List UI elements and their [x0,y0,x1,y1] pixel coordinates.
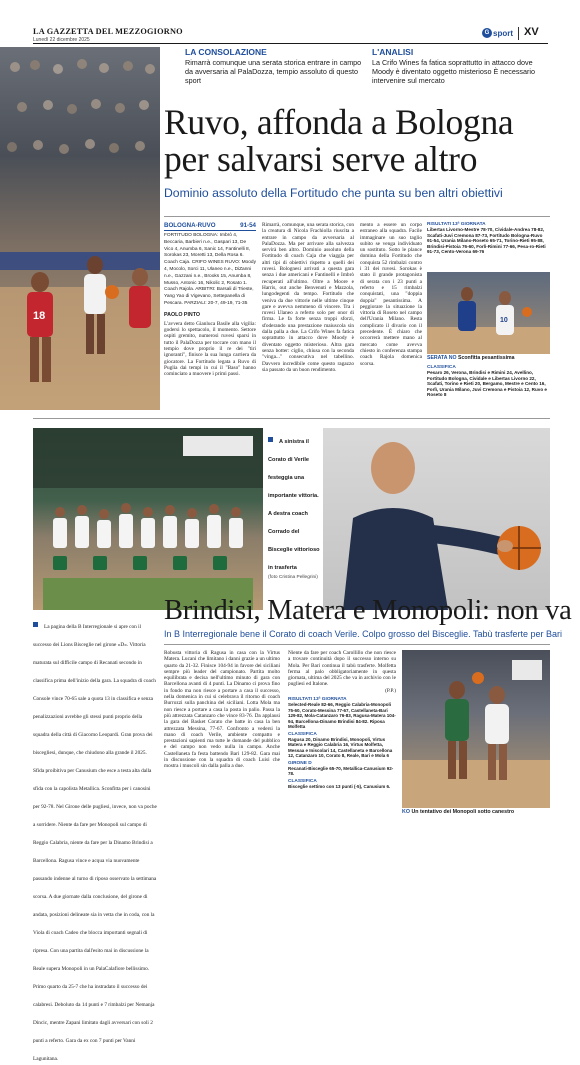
page-date: Lunedì 22 dicembre 2025 [33,37,90,43]
article2-subheadline: In B Interregionale bene il Corato di coach Verile. Colpo grosso del Bisceglie. Tabù trasferte per Bari [164,629,563,639]
masthead: LA GAZZETTA DEL MEZZOGIORNO [33,27,183,36]
results-title: RISULTATI 13ª GIORNATA [427,222,486,227]
photo-serata-no [427,272,550,354]
article1-col3: mento a essere un corpo estraneo alla squadra. Facile immaginare un suo taglio subito se venga individuato un sostituto. Sotto le plance domina della Fortitudo che conquista 52 rimbalzi contro i 31 dei ruvesi. Sorokas è stato il grande protagonista di serata con i 23 punti a referto e 15 rimbalzi conquistati, una "doppia doppia" pesantissima. A peggiorare la situazione la vittoria di Roseto nel campo dell'Urania Milano. Resta complicato il divario con il precedente. È chiaro che occorrerà mettere mano al mercato come avevva chiesto in conferenza stampa coach Rajola domenica scorsa. [360,222,422,367]
serata-text: Sconfitta pesantissima [458,355,515,361]
tabellino-score: 91-54 [240,222,256,229]
tabellino-box [164,222,256,393]
article2-col3: Niente da fare per coach Carollillo che non riesce a trovare continuità dopo il successo interno su Mola. Per Bari continua il tabù trasferte. Molfetta ferma al palo obbligatoriamente in questa giornata, ultima del 2025 che va in archivio con le pugliesi ed Italone. [288,650,396,688]
photo-caption-box [268,430,320,580]
classifica2-title: CLASSIFICA [288,778,317,784]
classifica1-text: Ragusa 20, Dinamo Brindisi, Monopoli, Virtus Matera e Reggio Calabria 16, Virtus Molfetta, Messaa e Iniscolari 14, Castellaneta e Barcellona 12, Catanzaro 10, Corato 8, Reale, Bari e Mola 6 [288,736,393,759]
serata-label: SERATA NO [427,355,457,361]
results1-title: RISULTATI 13ª GIORNATA [288,697,347,703]
header-divider-vertical [518,27,519,40]
subheadline2-rule [164,644,550,645]
page-number: XV [524,26,539,38]
header-rule [33,43,548,44]
results2-title: GIRONE D [288,760,312,766]
article1-col2: Rimarrà, comunque, una serata storica, con la creatura di Nicola Frachiolla riuscita a entrare in campo da avversaria al PalaDozza. Ma per arrivare alla salvezza servirà ben altro. Dominio assoluto della Fortitudo di coach Caja che viaggia per altri tipi di obiettivi rispetto a quelli dei ruvesi. Bolognesi arrivati a questa gara senza i due americani e Fantinelli e Imbrò recuperati all'ultimo. Oltre a Moore e Harris, out anche Benvenuti e Mazzola, lungodegenti da tempo. Fortitudo che veniva da due vittorie nelle ultime cinque gare e avevva nemmeno di vincere. Tra i ruvesi Ulaneo a referto solo per onor di firma. Le fa forte senza troppi sforzi, sfoderando una prestazione maiuscola sin dalla palla a due. La Crifo Wines fa fatica soprattutto in attacco dove Moody è diventato oggetto misterioso. Altra gara senza botter: ciglio, chiusa con la seconda "vinga..." consecutiva nel tabellino. Davvero incredibile come questo ragazzo sia passato da un buon rendimento. [262,222,354,373]
consolazione-kicker: LA CONSOLAZIONE [185,47,267,57]
classifica2-text: Bisceglie settimo con 13 punti (-5), Canusium 6. [288,783,391,789]
photo-monopoli [402,650,550,808]
serata-caption [427,355,550,361]
classifica1-title: CLASSIFICA [288,731,317,737]
photo-credit: (foto Cristina Pellegrini) [268,575,318,580]
monopoli-text: Un tentativo dei Monopoli sotto canestro [411,809,515,815]
results-text: Libertas Livorno-Mestre 78-70, Cividale-Andrea 78-82, Scafati-Juvi Cremona 87-73, Fortitudo Bologna-Ruvo 91-54, Urania Milano-Roseto 65-71, Torino-Rieti 95-88, Brindisi-Pistoia 76-60, Forlì-Rimini 77-66, Pesa-ro-Rieti 91-73, Cento-Verona 69-76 [427,227,546,255]
analisi-box [372,47,550,85]
monopoli-caption [402,809,550,815]
article2-intro [33,615,158,1065]
tabellino-text: FORTITUDO BOLOGNA: Imbrò 4, Beccaria, Barbieri n.e., Gaspari 13, De Vico 4, Anumba 6, Sanic 14, Fantinelli 8, Sorokas 23, Moretti 13, Della Rosa 6. Coach Caja. CRIFO WINES RUVO: Moody 4, Mocolo, Sorci 11, Ulaneo n.e., DiZanni n.e., Gazzani n.e., Brooks 15, Anumba 8, Musso, Antonic 16, Nikolic 2, Rosato 1. Coach Rajola. ARBITRI: Barsali di Trieste, Yang Yao di Vigevano, Settepanella di Pescara. PARZIALI: 20-7, 49-19, 71-35 [164,233,256,306]
article2-col1: La pagina della B Interregionale si apre con il successo dei Lions Bisceglie nel girone «D». Vittoria maturata sul difficile campo di Recanati secondo in classifica prima dell'inizio della gara. La squadra di coach Console vince 70-65 sale a quota 13 in classifica e senza penalizzazioni avrebbe gli stessi punti proprio della squadra della città di Giacomo Leopardi. Gran prova dei biscegliesi, dunque, che chiudono alla grande il 2025. Sfida proibitiva per Canusium che esce a testa alta dalla sfida con la capolista Metallica. Sconfitta per i canosini per 92-78. Nel Girone delle pugliesi, invece, non va poche a sorridere. Niente da fare per Monopoli sul campo di Reggio Calabria, niente da fare per la Dinamo Brindisi a Barcellona. Ragusa vince e acqua via nuovamente passando indenne al turno di riposo osservato la settimana scorsa. A due giornate dalla conclusione, del girone di andata, posizioni delineate sia in vetta che in coda, con la Viola di coach Cadeo che blocca importanti segnali di ripresa. Con una partita dall'esito mai in discussione la Reale supera Monopoli in un PalaCalafiore bellissimo. Primo quarto da 25-7 che ha instradato il successo dei calabresi. Deboluto da 14 punti e 7 rimbalzi per Nemanja Dincic, mentre Zapani limitato dagli avversari con soli 2 punti a referto. Gara da ex con 7 punti per Vanni Lagunitana. [33,624,157,1062]
svg-text:10: 10 [500,317,508,324]
photo-coach [323,428,550,610]
article1-col1: L'avvera detto Gianluca Basile alla vigilia: godersi lo spettacolo, il momento. Settore ospiti gremito, numerosi ruvesi sparsi in tutto il PalaDozza per toccare con mano il tempio dove proprio il re dei "tiri ignoranti", finisce la sua lunga carriera da giocatore. La Fortitudo legata a Ruvo di Puglia dai tempi in cui il "Baso" hanno cominciato a muovere i primi passi. [164,320,256,378]
intro-bullet-icon [33,622,38,627]
svg-text:18: 18 [33,310,46,322]
article1-author: PAOLO PINTO [164,311,201,318]
caption-bullet-icon [268,437,273,442]
classifica-title: CLASSIFICA [427,365,456,370]
article2-right-col [288,650,396,789]
section-name: sport [493,28,513,38]
analisi-text: La Crifo Wines fa fatica soprattutto in attacco dove Moody è diventato oggetto misterioso È necessario intervenire sul mercato [372,58,536,85]
analisi-kicker: L'ANALISI [372,47,414,57]
article1-headline: Ruvo, affonda a Bologna per salvarsi serve altro [164,102,514,179]
article2-col2: Robusta vittoria di Ragusa in casa con la Virtus Matera. Lucani che limitano i danni grazie a un ultimo quarto da 21-32. Finisce 104-94 in favore dei siciliani sempre più leader del campionato. Partita molto equilibrata e decisa nell'ultimo minuto di gara con Barcellona avanti di 4 punti. La Dinamo ci prova fino in fondo ma non riesce a portare a casa il successo, nella domenica in cui si celebrava il ritorno di coach Burrozzi sulla panchina del siciliani. Lotta Mola ma non riesce a portare a casa la posta in palio. Passa la più attrezzata Catanzaro che vince 83-76. Da applausi la gara del Basket Corato che batte in casa la ben attrezzata Messina, 77-67. Confronto a vedersi la mano di coach Verile, ambiente compatto e prestazioni sapienti ma tutte le domande del pubblico e del campo non vedo nulla in campo. Anche Castellaneta fa festa battendo Bari 129-82. Gara mai in discussione con la squadra di coach Luisi che mostra i muscoli sin dalla palla a due. [164,650,280,770]
results2-text: Recanati-Bisceglie 65-70, Metallica-Canusium 92-78. [288,765,394,777]
monopoli-label: KO [402,809,410,815]
results1-text: Selected-Reale 82-66, Reggio Calabria-Monopoli 75-60, Corato-Messina 77-67, Castellaneta-Bari 129-82, Mola-Catanzaro 76-83, Ragusa-Matera 104-94, Barcellona-Dinamo Brindisi 84-82. Riposa Molfetta [288,702,396,730]
subheadline-rule [164,216,550,217]
photo-corato-team [33,428,263,610]
sport-logo-icon: G [482,28,492,38]
article-divider [33,418,550,419]
consolazione-box [185,47,365,85]
article2-headline: Brindisi, Matera e Monopoli: non va [164,595,572,626]
article1-results [427,222,550,255]
sport-logo [482,27,513,39]
consolazione-text: Rimarrà comunque una serata storica entrare in campo da avversaria al PalaDozza, tempio assoluto di questo sport [185,58,362,85]
tabellino-title: BOLOGNA-RUVO [164,222,216,229]
article2-sign: (P.P.) [385,687,396,694]
article1-classifica [427,365,550,398]
photo-caption: A sinistra il Corato di Verile festeggia una importante vittoria. A destra coach Corrado del Bisceglie vittorioso in trasferta [268,439,320,571]
photo-bologna-ruvo [0,47,160,410]
article1-subheadline: Dominio assoluto della Fortitudo che punta su ben altri obiettivi [164,186,503,200]
classifica-text: Pesaro 26, Verona, Brindisi e Rimini 24, Avellino, Fortitudo Bologna, Cividale e Libertas Livorno 22, Scafati, Torino e Rieti 20, Bergamo, Mestre e Cento 16, Forlì, Urania Milano, Juvi Cremona e Pistoia 12, Ruvo e Roseto 8 [427,370,547,398]
